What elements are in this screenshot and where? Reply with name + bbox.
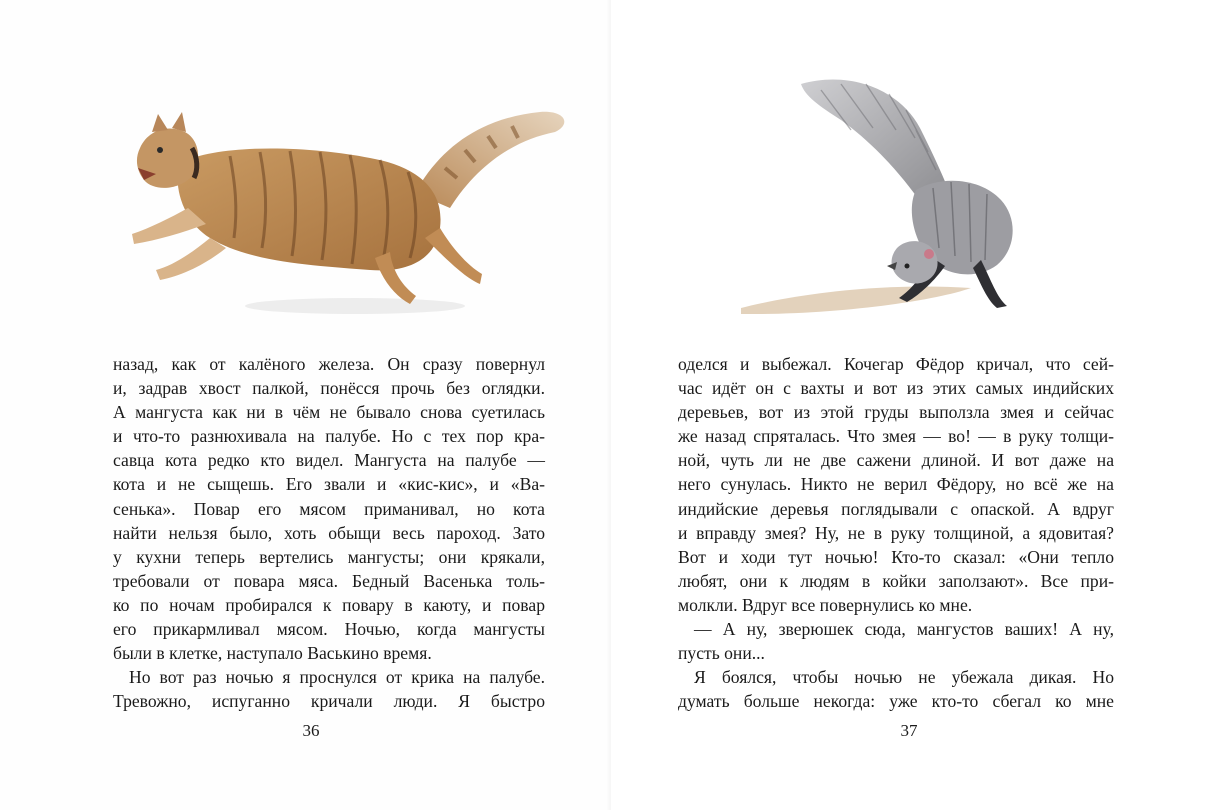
text-line: савца кота редко кто видел. Мангуста на палубе — xyxy=(113,450,545,471)
text-line: ко по ночам пробирался к повару в каюту, и повар xyxy=(113,594,545,615)
right-page-text xyxy=(678,352,1114,713)
text-line: найти нельзя было, хоть обыщи весь пароход. Зато xyxy=(113,522,545,543)
text-line: молкли. Вдруг все повернулись ко мне. xyxy=(678,594,973,615)
mongoose-illustration xyxy=(701,70,1121,330)
text-line: Я боялся, чтобы ночью не убежала дикая. Но xyxy=(694,667,1114,688)
text-line: деревьев, вот из этой груды выползла змея и сейчас xyxy=(678,402,1114,423)
left-page-text xyxy=(113,352,545,713)
text-line: и что-то разнюхивала на палубе. Но с тех пор кра- xyxy=(113,426,545,447)
text-line: же назад спряталась. Что змея — во! — в руку толщи- xyxy=(678,426,1114,447)
text-line: час идёт он с вахты и вот из этих самых индийских xyxy=(678,378,1114,399)
text-line: — А ну, зверюшек сюда, мангустов ваших! А ну, xyxy=(694,619,1114,640)
right-page xyxy=(611,0,1221,810)
text-line: него сунулась. Никто не верил Фёдору, но всё же на xyxy=(678,474,1114,495)
text-line: сенька». Повар его мясом приманивал, но кота xyxy=(113,498,545,519)
text-line: и вправду змея? Ну, не в руку толщиной, а ядовитая? xyxy=(678,522,1114,543)
text-line: индийские деревья поглядывали с опаской. А вдруг xyxy=(678,498,1114,519)
text-line: любят, они к людям в койки заползают». Все при- xyxy=(678,570,1114,591)
text-line: думать больше некогда: уже кто-то сбегал ко мне xyxy=(678,691,1114,712)
text-line: назад, как от калёного железа. Он сразу повернул xyxy=(113,354,545,374)
text-line: пусть они... xyxy=(678,643,765,664)
text-line: Вот и ходи тут ночью! Кто-то сказал: «Они тепло xyxy=(678,546,1114,567)
text-line: Тревожно, испуганно кричали люди. Я быстро xyxy=(113,691,545,712)
text-line: кота и не сыщешь. Его звали и «кис-кис», и «Ва- xyxy=(113,474,545,495)
text-line: были в клетке, наступало Васькино время. xyxy=(113,643,432,664)
text-line: у кухни теперь вертелись мангусты; они крякали, xyxy=(113,546,545,567)
page-number: 37 xyxy=(900,721,918,740)
text-line: требовали от повара мяса. Бедный Васенька толь- xyxy=(113,570,545,591)
text-line: его прикармливал мясом. Ночью, когда мангусты xyxy=(113,619,545,640)
text-line: Но вот раз ночью я проснулся от крика на палубе. xyxy=(129,667,545,688)
text-line: ной, чуть ли не две сажени длиной. И вот даже на xyxy=(678,450,1114,471)
text-line: А мангуста как ни в чём не бывало снова суетилась xyxy=(113,402,545,423)
page-number: 36 xyxy=(302,721,320,740)
left-page xyxy=(0,0,610,810)
text-line: оделся и выбежал. Кочегар Фёдор кричал, что сей- xyxy=(678,354,1114,374)
text-line: и, задрав хвост палкой, понёсся прочь без оглядки. xyxy=(113,378,545,399)
cat-illustration xyxy=(110,88,580,328)
